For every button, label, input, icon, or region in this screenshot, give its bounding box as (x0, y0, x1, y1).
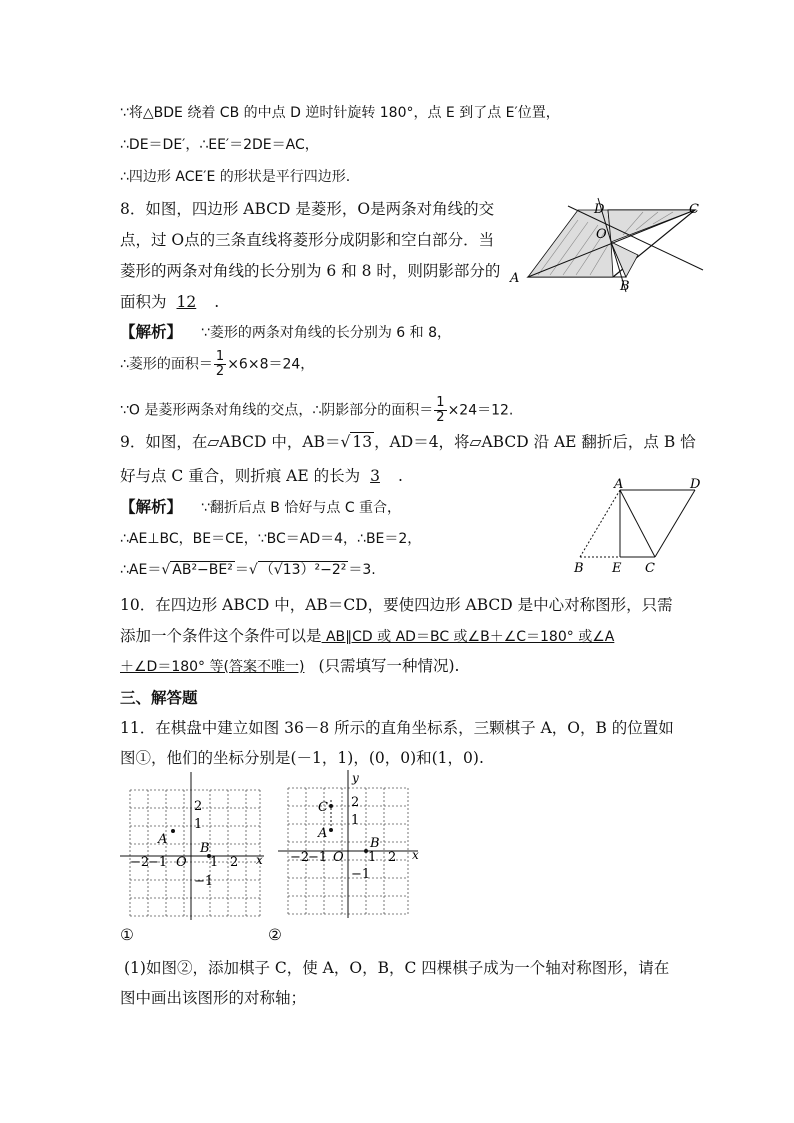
sqrt: （√13）²−2² (259, 562, 347, 578)
tick-label: 1 (351, 813, 360, 828)
point-label: C (318, 800, 328, 815)
figure-label: ② (268, 926, 282, 944)
axis-label: y (352, 771, 359, 785)
analysis-text: ∵菱形的两条对角线的长分别为 6 和 8， (200, 325, 452, 341)
fraction: $\frac{1}{2}$ (436, 395, 445, 425)
q9-analysis (120, 497, 401, 518)
tick-label: 2 (388, 850, 397, 865)
q8-analysis (120, 322, 451, 343)
q8-prompt: 面积为 (120, 293, 167, 311)
figure-label: ① (120, 926, 134, 944)
point-label: B (200, 841, 210, 856)
q9-analysis-line: ∴AE⊥BC，BE＝CE，∵BC＝AD＝4，∴BE＝2， (120, 531, 422, 547)
point-label: C (689, 202, 699, 217)
q10-line: 10．在四边形 ABCD 中，AB＝CD，要使四边形 ABCD 是中心对称图形，只需 (120, 596, 673, 614)
q9-analysis-line: ∴AE＝√ AB²−BE² ＝√ （√13）²−2² ＝3. (120, 562, 376, 578)
point-label: D (690, 477, 701, 492)
point-label: E (612, 561, 622, 576)
q8-line: 菱形的两条对角线的长分别为 6 和 8 时，则阴影部分的 (120, 262, 501, 280)
fraction: $\frac{1}{2}$ (215, 349, 225, 379)
point-label: A (510, 271, 520, 286)
parallelogram-figure (570, 477, 710, 576)
point-label: D (594, 202, 605, 217)
text: ，AD＝4，将▱ABCD 沿 AE 翻折后，点 B 恰 (374, 433, 696, 451)
text: 9．如图，在▱ABCD 中，AB＝ (120, 433, 341, 451)
text-line: ∴四边形 ACE′E 的形状是平行四边形. (120, 169, 351, 185)
text: ×24＝12. (447, 402, 514, 419)
q10-line (120, 656, 459, 677)
tick-label: −2 (130, 855, 150, 870)
text-line: ∵将△BDE 绕着 CB 的中点 D 逆时针旋转 180°，点 E 到了点 E′位置， (120, 105, 560, 121)
tick-label: −2 (290, 850, 310, 865)
analysis-text: ∵翻折后点 B 恰好与点 C 重合， (200, 500, 402, 516)
text: ×6×8＝24， (227, 356, 315, 373)
q9-line: 9．如图，在▱ABCD 中，AB＝√ 13 ，AD＝4，将▱ABCD 沿 AE 翻折后，点 B 恰 (120, 433, 696, 451)
tick-label: 2 (194, 799, 203, 814)
sqrt: 13 (352, 433, 373, 451)
axis-label: x (256, 853, 263, 867)
q9-line (120, 466, 403, 486)
text: 好与点 C 重合，则折痕 AE 的长为 (120, 467, 361, 485)
point-label: B (620, 279, 630, 294)
tick-label: 2 (351, 795, 360, 810)
tick-label: −1 (308, 850, 328, 865)
sqrt: AB²−BE² (172, 562, 233, 578)
origin-label: O (333, 850, 344, 865)
point-label: C (645, 561, 655, 576)
tick-label: 1 (368, 850, 377, 865)
q10-answer: ＋∠D＝180° 等(答案不唯一) (120, 659, 305, 675)
q11-part1: (1)如图②，添加棋子 C，使 A，O，B，C 四棵棋子成为一个轴对称图形，请在 (124, 959, 670, 977)
q8-analysis-line (120, 396, 513, 425)
q11-line: 11．在棋盘中建立如图 36－8 所示的直角坐标系，三颗棋子 A，O，B 的位置如 (120, 719, 674, 737)
q8-analysis-line (120, 350, 314, 379)
tick-label: −1 (148, 855, 168, 870)
section-heading: 三、解答题 (120, 689, 198, 707)
analysis-tag: 【解析】 (120, 498, 183, 516)
q8-line: 点，过 O点的三条直线将菱形分成阴影和空白部分．当 (120, 231, 495, 249)
analysis-tag: 【解析】 (120, 323, 183, 341)
q8-answer: 12 (176, 293, 197, 311)
tick-label: −1 (351, 867, 371, 882)
q8-end: . (214, 293, 220, 311)
text: 添加一个条件这个条件可以是 (120, 627, 322, 645)
text: ∴菱形的面积＝ (120, 356, 213, 373)
tick-label: −1 (194, 874, 214, 889)
origin-label: O (176, 855, 187, 870)
q10-line (120, 626, 614, 647)
rhombus-figure (508, 200, 708, 295)
point-label: O (596, 227, 607, 242)
tick-label: 1 (210, 855, 219, 870)
point-label: A (158, 832, 168, 847)
q8-line: 8．如图，四边形 ABCD 是菱形，O是两条对角线的交 (120, 200, 495, 218)
q10-answer: AB∥CD 或 AD＝BC 或∠B＋∠C＝180° 或∠A (321, 629, 615, 645)
text: . (397, 467, 403, 485)
grid-figure-1 (118, 770, 273, 920)
point-label: B (370, 836, 380, 851)
text: (只需填写一种情况). (318, 657, 460, 675)
q9-answer: 3 (370, 467, 380, 485)
text: ∵O 是菱形两条对角线的交点，∴阴影部分的面积＝ (120, 402, 434, 419)
q11-line: 图①，他们的坐标分别是(－1，1)，(0，0)和(1，0). (120, 749, 484, 767)
q11-part1: 图中画出该图形的对称轴； (120, 989, 307, 1007)
grid-figure-2 (278, 770, 428, 920)
axis-label: x (412, 848, 419, 862)
tick-label: 2 (230, 855, 239, 870)
text-line: ∴DE＝DE′，∴EE′＝2DE＝AC， (120, 137, 319, 153)
point-label: A (614, 477, 624, 492)
point-label: B (574, 561, 584, 576)
point-label: A (318, 826, 328, 841)
q8-line (120, 292, 219, 312)
tick-label: 1 (194, 817, 203, 832)
